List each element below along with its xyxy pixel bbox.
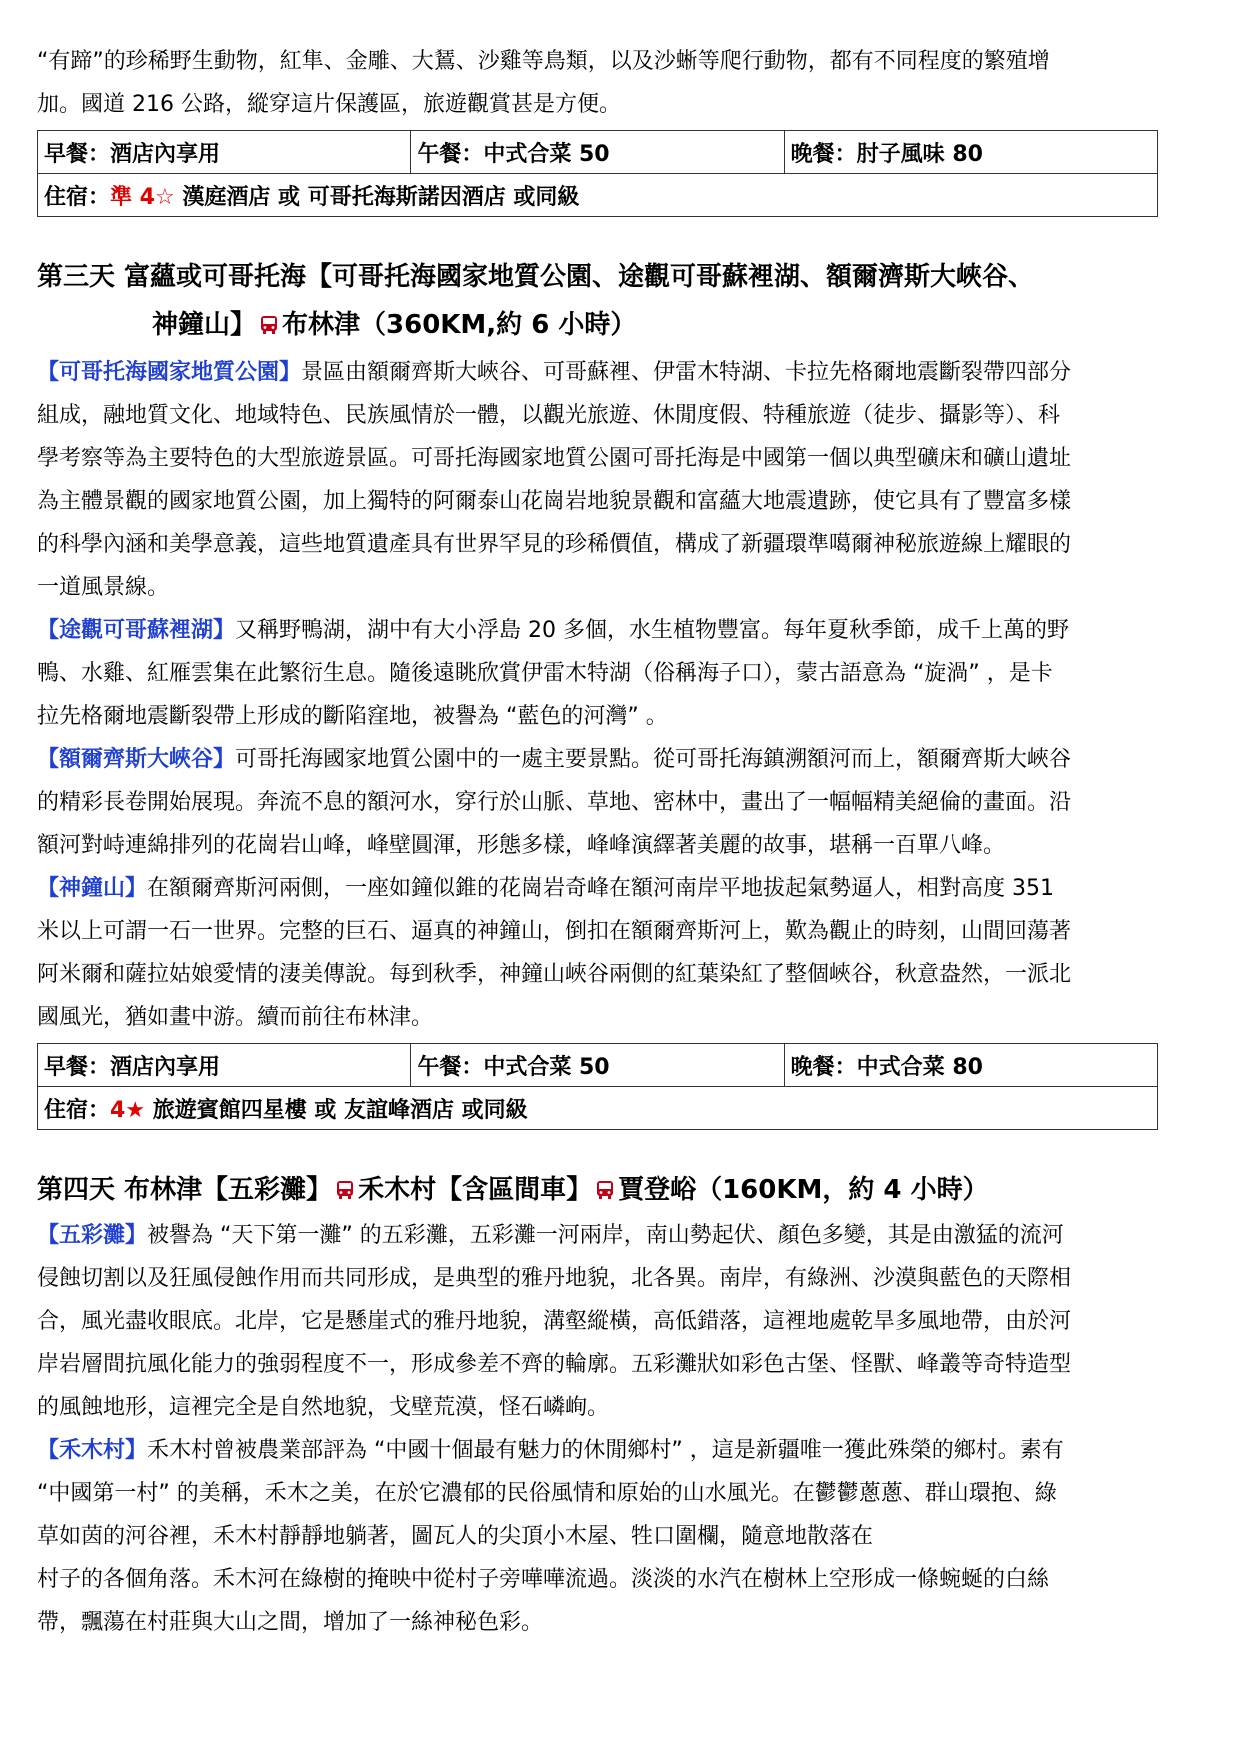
bus-icon xyxy=(335,1179,355,1201)
bus-icon xyxy=(259,314,279,336)
star-rating: 4★ xyxy=(110,1097,146,1123)
text-line: 的精彩長卷開始展現。奔流不息的額河水，穿行於山脈、草地、密林中，畫出了一幅幅精美絕倫的畫面。沿 xyxy=(37,790,1072,815)
intro-line: “有蹄”的珍稀野生動物，紅隼、金雕、大鵟、沙雞等鳥類，以及沙蜥等爬行動物，都有不同程度的繁殖增 xyxy=(37,49,1050,74)
day4-title-part: 賈登峪（160KM，約 4 小時） xyxy=(618,1175,989,1205)
lunch-cell: 午餐：中式合菜 50 xyxy=(411,1044,784,1087)
breakfast-cell: 早餐：酒店內享用 xyxy=(38,1044,411,1087)
day4-title-part: 第四天 布林津【五彩灘】 xyxy=(37,1175,333,1205)
text-line: 帶，飄蕩在村莊與大山之間，增加了一絲神秘色彩。 xyxy=(37,1610,544,1635)
meal-table-day2 xyxy=(37,130,1158,217)
hotel-label: 住宿： xyxy=(44,1097,111,1123)
bus-icon xyxy=(595,1179,615,1201)
text-line: 額河對峙連綿排列的花崗岩山峰，峰壁圓渾，形態多樣，峰峰演繹著美麗的故事，堪稱一百單八峰。 xyxy=(37,833,1006,858)
section-tag: 【額爾齊斯大峽谷】 xyxy=(37,747,236,772)
section-wucaitan xyxy=(37,1214,1200,1429)
hotel-cell xyxy=(38,1087,1158,1130)
section-shenzhong-mountain xyxy=(37,867,1200,1039)
meal-table-day3 xyxy=(37,1043,1158,1130)
star-rating: 準 4☆ xyxy=(110,184,175,210)
text-line: 的風蝕地形，這裡完全是自然地貌，戈壁荒漠，怪石嶙峋。 xyxy=(37,1395,610,1420)
text-line: 侵蝕切割以及狂風侵蝕作用而共同形成，是典型的雅丹地貌，北各異。南岸，有綠洲、沙漠與藍色的天際相 xyxy=(37,1266,1072,1291)
breakfast-cell: 早餐：酒店內享用 xyxy=(38,131,411,174)
section-irtysh-canyon xyxy=(37,738,1200,867)
text-line: 村子的各個角落。禾木河在綠樹的掩映中從村子旁嘩嘩流過。淡淡的水汽在樹林上空形成一條蜿蜒的白絲 xyxy=(37,1567,1050,1592)
text-line: 被譽為 “天下第一灘” 的五彩灘，五彩灘一河兩岸，南山勢起伏、顏色多變，其是由激猛的流河 xyxy=(147,1223,1064,1248)
section-tag: 【神鐘山】 xyxy=(37,876,148,901)
text-line: 合，風光盡收眼底。北岸，它是懸崖式的雅丹地貌，溝壑縱橫，高低錯落，這裡地處乾旱多風地帶，由於河 xyxy=(37,1309,1072,1334)
text-line: 鴨、水雞、紅雁雲集在此繁衍生息。隨後遠眺欣賞伊雷木特湖（俗稱海子口），蒙古語意為 “旋渦” ，是卡 xyxy=(37,661,1053,686)
lunch-cell: 午餐：中式合菜 50 xyxy=(411,131,784,174)
text-line: 岸岩層間抗風化能力的強弱程度不一，形成參差不齊的輪廓。五彩灘狀如彩色古堡、怪獸、峰叢等奇特造型 xyxy=(37,1352,1072,1377)
hotel-label: 住宿： xyxy=(44,184,111,210)
intro-paragraph xyxy=(37,40,1200,126)
hotel-names: 漢庭酒店 或 可哥托海斯諾因酒店 或同級 xyxy=(174,184,580,210)
text-line: 的科學內涵和美學意義，這些地質遺產具有世界罕見的珍稀價值，構成了新疆環準噶爾神秘旅遊線上耀眼的 xyxy=(37,532,1072,557)
text-line: 又稱野鴨湖，湖中有大小浮島 20 多個，水生植物豐富。每年夏秋季節，成千上萬的野 xyxy=(235,618,1069,643)
text-line: 國風光，猶如畫中游。續而前往布林津。 xyxy=(37,1005,434,1030)
intro-line: 加。國道 216 公路，縱穿這片保護區，旅遊觀賞甚是方便。 xyxy=(37,92,621,117)
text-line: 一道風景線。 xyxy=(37,575,170,600)
section-tag: 【途觀可哥蘇裡湖】 xyxy=(37,618,236,643)
dinner-cell: 晚餐：肘子風味 80 xyxy=(784,131,1157,174)
text-line: 學考察等為主要特色的大型旅遊景區。可哥托海國家地質公園可哥托海是中國第一個以典型礦床和礦山遺址 xyxy=(37,446,1072,471)
day3-title-line2: 神鐘山】 xyxy=(152,310,257,340)
text-line: 為主體景觀的國家地質公園，加上獨特的阿爾泰山花崗岩地貌景觀和富蘊大地震遺跡，使它具有了豐富多樣 xyxy=(37,489,1072,514)
text-line: 米以上可謂一石一世界。完整的巨石、逼真的神鐘山，倒扣在額爾齊斯河上，歎為觀止的時刻，山間回蕩著 xyxy=(37,919,1072,944)
section-tag: 【禾木村】 xyxy=(37,1438,148,1463)
dinner-cell: 晚餐：中式合菜 80 xyxy=(784,1044,1157,1087)
section-tag: 【五彩灘】 xyxy=(37,1223,148,1248)
text-line: 在額爾齊斯河兩側，一座如鐘似錐的花崗岩奇峰在額河南岸平地拔起氣勢逼人，相對高度 351 xyxy=(147,876,1055,901)
hotel-names: 旅遊賓館四星樓 或 友誼峰酒店 或同級 xyxy=(145,1097,528,1123)
day3-title-route: 布林津（360KM,約 6 小時） xyxy=(282,310,637,340)
section-kekesuli-lake xyxy=(37,609,1200,738)
text-line: 拉先格爾地震斷裂帶上形成的斷陷窪地，被譽為 “藍色的河灣” 。 xyxy=(37,704,668,729)
document-page xyxy=(37,40,1200,1644)
text-line: 景區由額爾齊斯大峽谷、可哥蘇裡、伊雷木特湖、卡拉先格爾地震斷裂帶四部分 xyxy=(301,360,1072,385)
section-hemu-village xyxy=(37,1429,1200,1644)
text-line: “中國第一村” 的美稱，禾木之美，在於它濃郁的民俗風情和原始的山水風光。在鬱鬱蔥蔥、群山環抱、綠 xyxy=(37,1481,1057,1506)
day3-title xyxy=(37,253,1200,349)
section-tag: 【可哥托海國家地質公園】 xyxy=(37,360,302,385)
text-line: 組成，融地質文化、地域特色、民族風情於一體，以觀光旅遊、休閒度假、特種旅遊（徒步、攝影等）、科 xyxy=(37,403,1061,428)
day4-title xyxy=(37,1166,1200,1214)
day4-title-part: 禾木村【含區間車】 xyxy=(358,1175,593,1205)
day3-title-line1: 第三天 富蘊或可哥托海【可哥托海國家地質公園、途觀可哥蘇裡湖、額爾濟斯大峽谷、 xyxy=(37,262,1035,292)
text-line: 禾木村曾被農業部評為 “中國十個最有魅力的休閒鄉村” ，這是新疆唯一獲此殊榮的鄉村。素有 xyxy=(147,1438,1064,1463)
hotel-cell xyxy=(38,174,1158,217)
text-line: 阿米爾和薩拉姑娘愛情的淒美傳說。每到秋季，神鐘山峽谷兩側的紅葉染紅了整個峽谷，秋意盎然，一派北 xyxy=(37,962,1072,987)
text-line: 可哥托海國家地質公園中的一處主要景點。從可哥托海鎮溯額河而上，額爾齊斯大峽谷 xyxy=(235,747,1072,772)
section-geopark xyxy=(37,351,1200,609)
text-line: 草如茵的河谷裡，禾木村靜靜地躺著，圖瓦人的尖頂小木屋、牲口圍欄，隨意地散落在 xyxy=(37,1524,874,1549)
